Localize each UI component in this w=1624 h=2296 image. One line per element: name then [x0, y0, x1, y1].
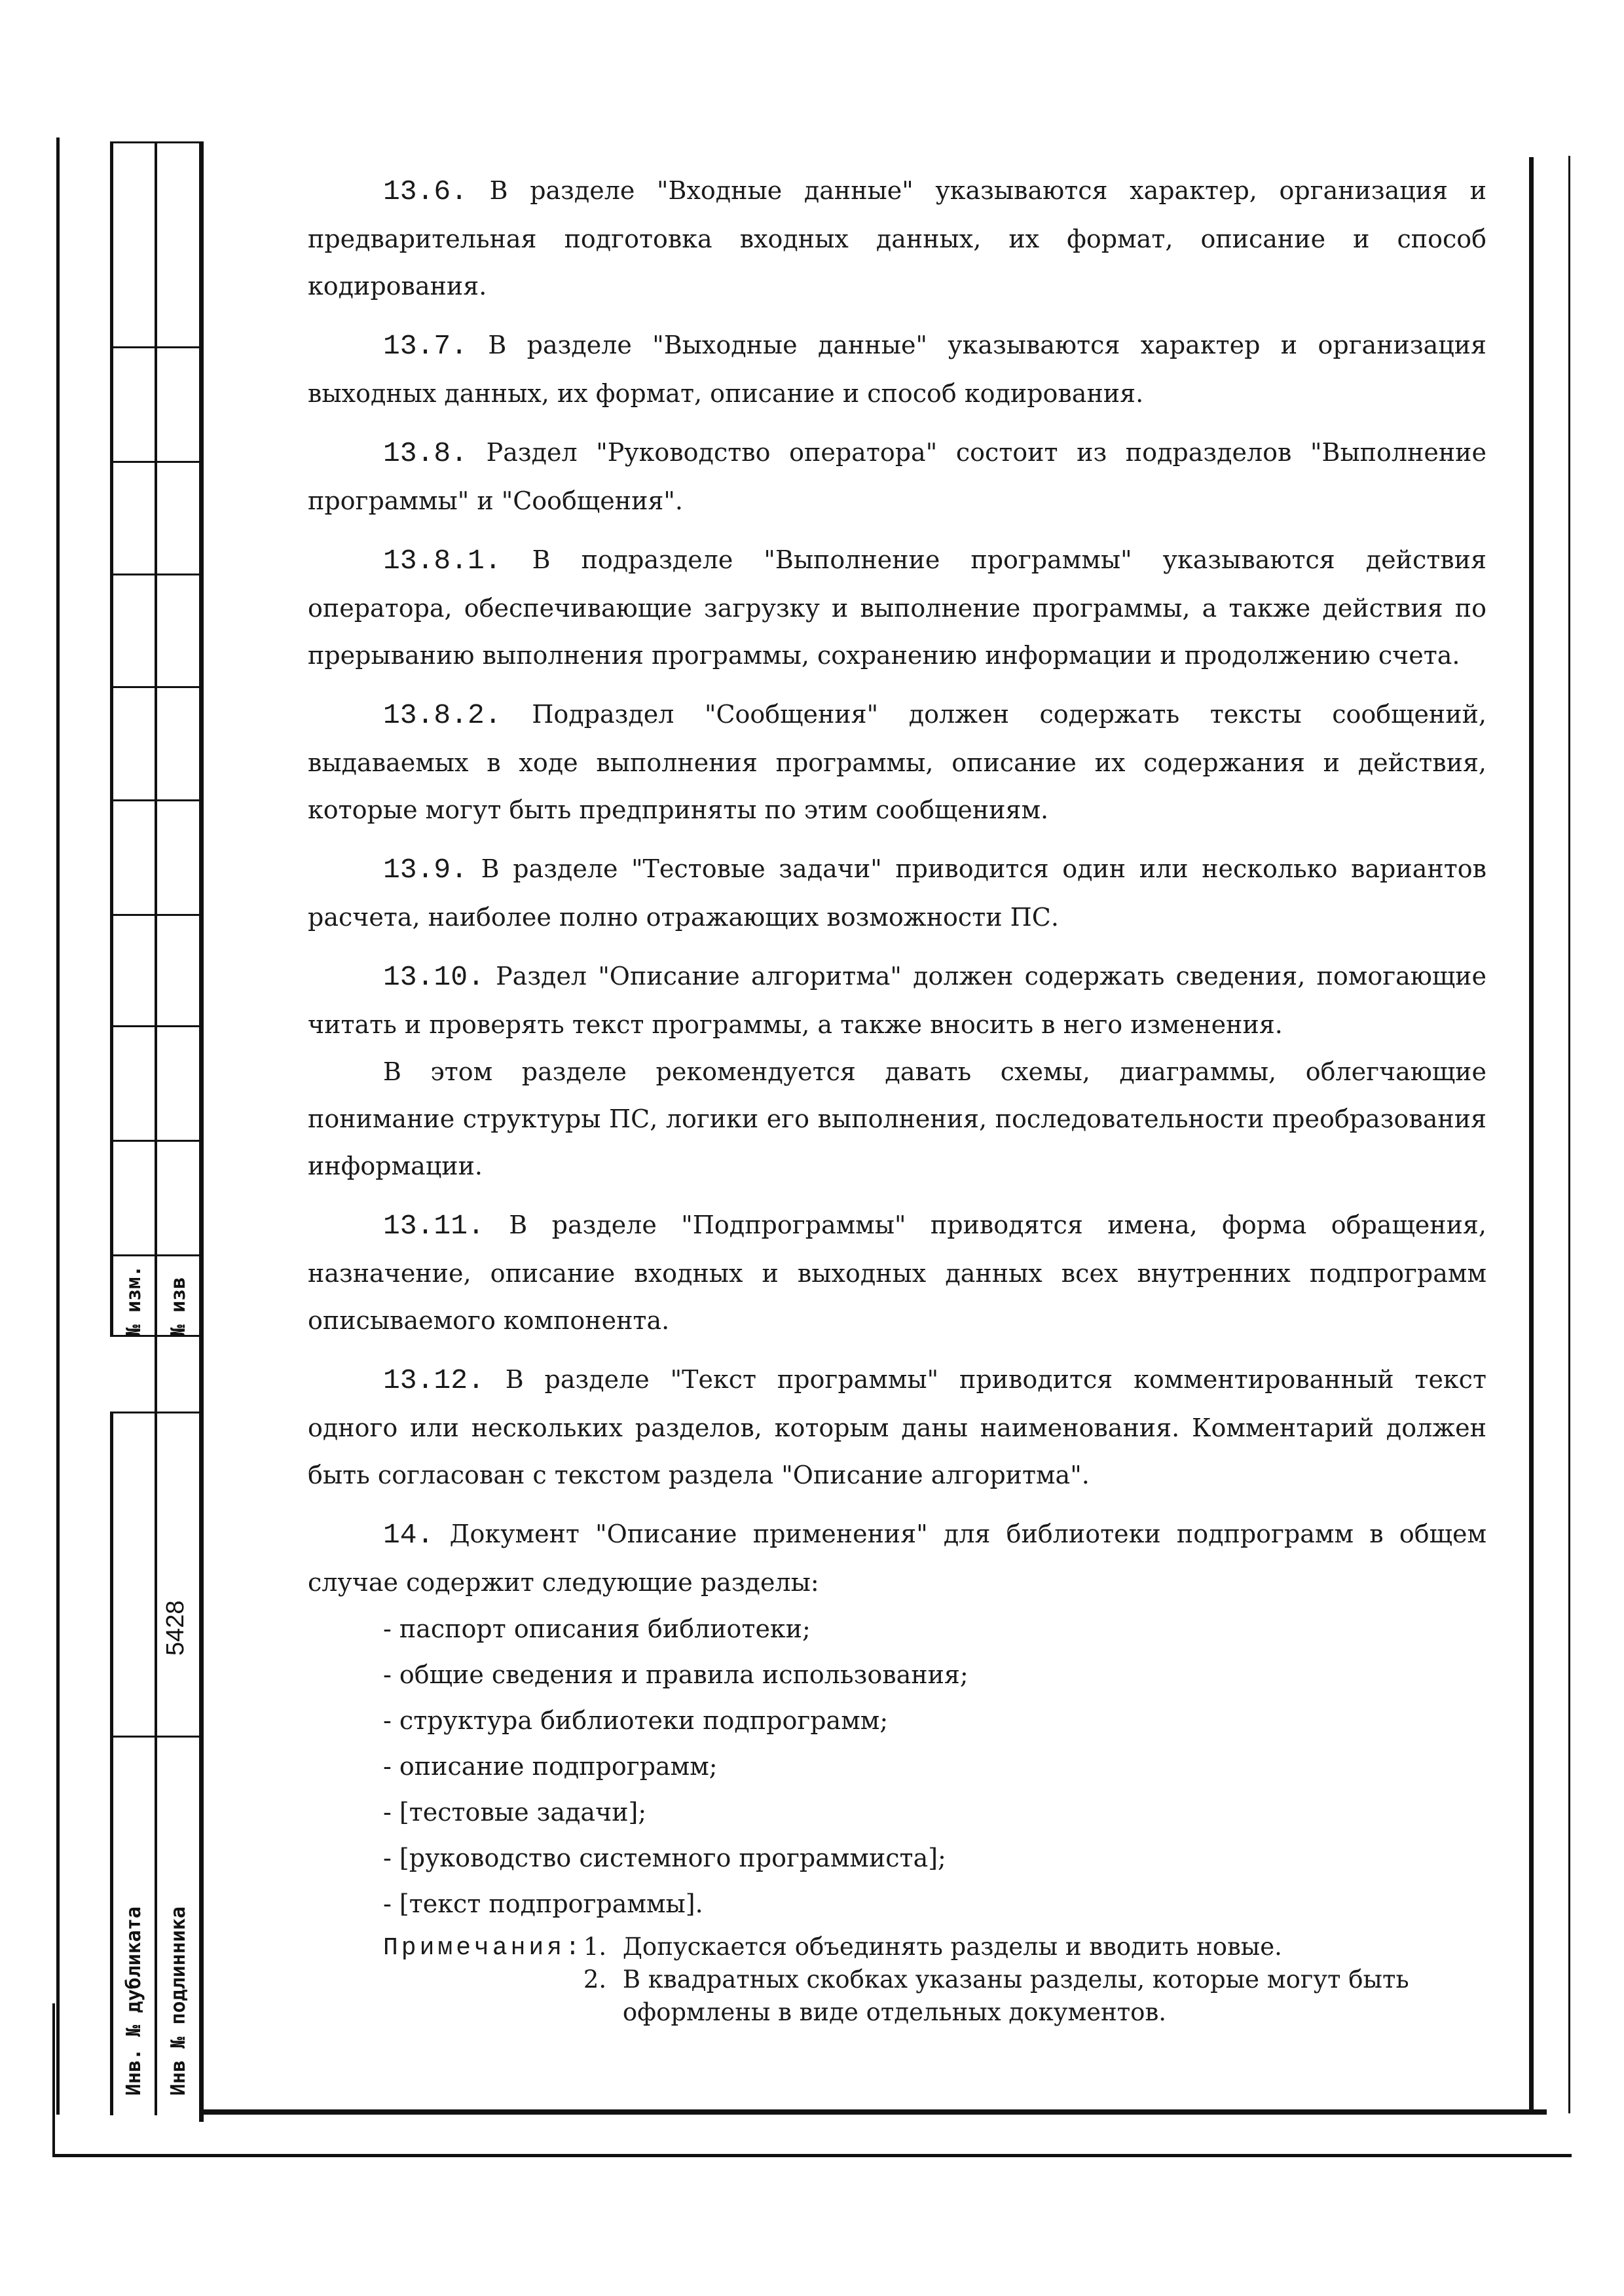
table-line	[110, 574, 202, 575]
notes-block	[308, 1931, 1486, 2029]
paragraph-14: 14. Документ "Описание применения" для библиотеки подпрограмм в общем случае содержит следующие разделы:	[308, 1519, 1486, 1597]
table-line	[110, 141, 202, 143]
list-item: - общие сведения и правила использования;	[383, 1660, 969, 1689]
notes-items	[583, 1931, 1486, 2029]
paragraph-13-10: 13.10. Раздел "Описание алгоритма" должен содержать сведения, помогающие читать и проверять текст программы, а также вносить в него изменения.	[308, 961, 1486, 1039]
paragraph-13-8: 13.8. Раздел "Руководство оператора" состоит из подразделов "Выполнение программы" и "Сообщения".	[308, 437, 1486, 515]
paragraph-13-6: 13.6. В разделе "Входные данные" указываются характер, организация и предварительная подготовка входных данных, их формат, описание и способ кодирования.	[308, 175, 1486, 301]
table-line	[110, 799, 202, 801]
document-body	[308, 167, 1486, 2029]
paragraph-13-7: 13.7. В разделе "Выходные данные" указываются характер и организация выходных данных, их формат, описание и способ кодирования.	[308, 330, 1486, 408]
list-item: - описание подпрограмм;	[383, 1752, 718, 1781]
list-item: - [руководство системного программиста];	[383, 1844, 946, 1872]
original-inventory-label: Инв № подлинника	[167, 1906, 190, 2096]
table-line	[110, 1140, 202, 1142]
list-item: - паспорт описания библиотеки;	[383, 1614, 811, 1643]
list-item: - структура библиотеки подпрограмм;	[383, 1706, 889, 1735]
list-item: - [тестовые задачи];	[383, 1798, 647, 1827]
table-line	[110, 461, 202, 463]
table-line	[110, 1412, 113, 2115]
note-item: 2. В квадратных скобках указаны разделы, которые могут быть оформлены в виде отдельных документов.	[583, 1965, 1409, 2026]
binding-margin-table	[110, 141, 202, 2115]
table-line	[110, 141, 113, 1336]
frame-line	[56, 137, 60, 2115]
paragraph-13-11: 13.11. В разделе "Подпрограммы" приводятся имена, форма обращения, назначение, описание входных и выходных данных всех внутренних подпрограмм описываемого компонента.	[308, 1210, 1486, 1335]
izv-label: № изв	[167, 1277, 190, 1336]
table-line	[155, 141, 157, 2115]
table-line	[110, 1254, 202, 1256]
paragraph-13-9: 13.9. В разделе "Тестовые задачи" приводится один или несколько вариантов расчета, наиболее полно отражающих возможности ПС.	[308, 854, 1486, 932]
table-line	[110, 346, 202, 348]
paragraph-13-10-continued: В этом разделе рекомендуется давать схемы, диаграммы, облегчающие понимание структуры ПС, логики его выполнения, последовательности преобразования информации.	[308, 1057, 1486, 1180]
notes-label: Примечания:	[383, 1934, 583, 1962]
frame-line	[52, 2003, 55, 2157]
paragraph-13-12: 13.12. В разделе "Текст программы" приводится комментированный текст одного или нескольких разделов, которым даны наименования. Комментарий должен быть согласован с текстом раздела "Описание алгоритма".	[308, 1364, 1486, 1489]
frame-line	[52, 2154, 1572, 2157]
table-line	[110, 914, 202, 916]
table-line	[110, 686, 202, 688]
sections-list	[383, 1606, 1486, 1927]
note-item: 1. Допускается объединять разделы и вводить новые.	[583, 1933, 1282, 1961]
original-inventory-number: 5428	[162, 1600, 189, 1656]
table-line	[110, 1412, 202, 1413]
table-line	[110, 1736, 202, 1738]
frame-line	[1529, 157, 1534, 2115]
table-line	[110, 1025, 202, 1027]
frame-line	[199, 2109, 1547, 2115]
list-item: - [текст подпрограммы].	[383, 1889, 703, 1918]
paragraph-13-8-2: 13.8.2. Подраздел "Сообщения" должен содержать тексты сообщений, выдаваемых в ходе выполнения программы, описание их содержания и действия, которые могут быть предприняты по этим сообщениям.	[308, 699, 1486, 824]
duplicate-inventory-label: Инв. № дубликата	[122, 1906, 145, 2096]
izm-label: № изм.	[122, 1265, 145, 1336]
paragraph-13-8-1: 13.8.1. В подразделе "Выполнение программы" указываются действия оператора, обеспечивающие загрузку и выполнение программы, а также действия по прерыванию выполнения программы, сохранению информации и продолжению счета.	[308, 545, 1486, 670]
frame-line	[1568, 156, 1570, 2113]
